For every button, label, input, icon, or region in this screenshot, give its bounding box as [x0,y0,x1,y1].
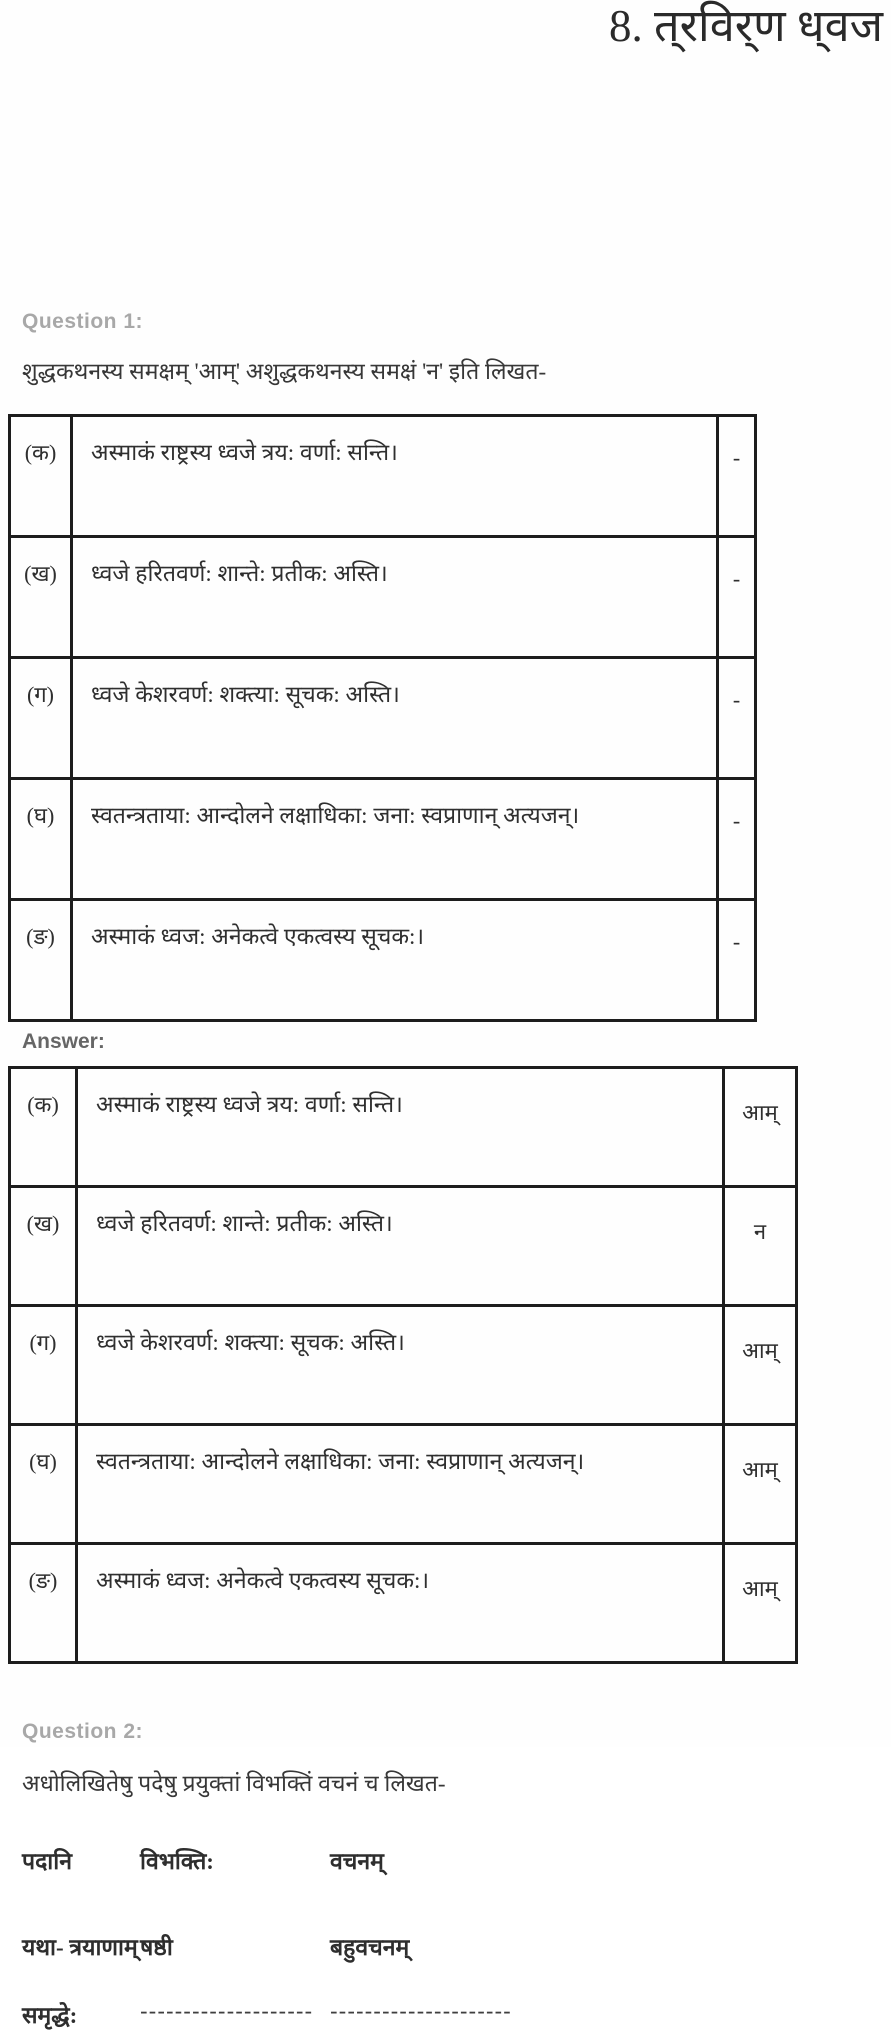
row-sentence: अस्माकं ध्वज: अनेकत्वे एकत्वस्य सूचक:। [72,899,718,1020]
table-row [10,1305,797,1424]
row-sentence: ध्वजे हरितवर्ण: शान्ते: प्रतीक: अस्ति। [77,1186,724,1305]
row-answer: आम् [724,1305,797,1424]
question-2-instruction: अधोलिखितेषु पदेषु प्रयुक्तां विभक्तिं वचनं च लिखत- [22,1770,446,1796]
header-vachanam: वचनम् [330,1848,384,1874]
answer-table [8,1066,798,1664]
row-mark: - [718,536,756,657]
row-label: (घ) [10,778,72,899]
row-label: (क) [10,1067,77,1186]
row-label: (ख) [10,1186,77,1305]
page-title: 8. त्‌रविर्‌ण ध्‌वज [608,1,883,51]
table-row [10,899,756,1020]
row-sentence: अस्माकं ध्वज: अनेकत्वे एकत्वस्य सूचक:। [77,1543,724,1662]
table-row [10,1543,797,1662]
word-table-header-row [22,1844,891,1876]
row-label: (ङ) [10,899,72,1020]
row-answer: आम् [724,1424,797,1543]
row-sentence: ध्वजे केशरवर्ण: शक्त्या: सूचक: अस्ति। [72,657,718,778]
row-answer: आम् [724,1543,797,1662]
row-answer: न [724,1186,797,1305]
header-padani: पदानि [22,1848,72,1874]
word-table-fill-row [22,1998,891,2030]
row-sentence: ध्वजे हरितवर्ण: शान्ते: प्रतीक: अस्ति। [72,536,718,657]
question-1-instruction: शुद्धकथनस्य समक्षम् 'आम्' अशुद्धकथनस्य समक्षं 'न' इति लिखत- [22,358,547,384]
row-sentence: ध्वजे केशरवर्ण: शक्त्या: सूचक: अस्ति। [77,1305,724,1424]
table-row [10,657,756,778]
row-sentence: स्वतन्त्रताया: आन्दोलने लक्षाधिका: जना: स्वप्राणान् अत्यजन्। [72,778,718,899]
row-answer: आम् [724,1067,797,1186]
row-label: (ङ) [10,1543,77,1662]
row-label: (ग) [10,1305,77,1424]
example-vibhakti: षष्ठी [140,1934,173,1960]
blank-line: --------------------- [330,1997,512,2024]
table-row [10,1067,797,1186]
word-table-example-row [22,1930,891,1962]
question-2-label: Question 2: [22,1719,144,1743]
table-row [10,1424,797,1543]
row-label: (ख) [10,536,72,657]
row-mark: - [718,899,756,1020]
example-word: यथा- त्रयाणाम् [22,1934,138,1960]
row-sentence: अस्माकं राष्ट्रस्य ध्वजे त्रय: वर्णा: सन्ति। [72,415,718,536]
row-sentence: अस्माकं राष्ट्रस्य ध्वजे त्रय: वर्णा: सन्ति। [77,1067,724,1186]
answer-label: Answer: [22,1029,105,1053]
row-label: (क) [10,415,72,536]
table-row [10,415,756,536]
header-vibhakti: विभक्ति: [140,1848,214,1874]
row-mark: - [718,657,756,778]
row-label: (ग) [10,657,72,778]
table-row [10,778,756,899]
row-sentence: स्वतन्त्रताया: आन्दोलने लक्षाधिका: जना: स्वप्राणान् अत्यजन्। [77,1424,724,1543]
row-mark: - [718,415,756,536]
fill-word: समृद्धे: [22,2002,78,2028]
table-row [10,1186,797,1305]
row-mark: - [718,778,756,899]
blank-line: -------------------- [140,1997,314,2024]
row-label: (घ) [10,1424,77,1543]
question-1-table [8,414,757,1022]
question-1-label: Question 1: [22,309,144,333]
table-row [10,536,756,657]
example-vachanam: बहुवचनम् [330,1934,410,1960]
